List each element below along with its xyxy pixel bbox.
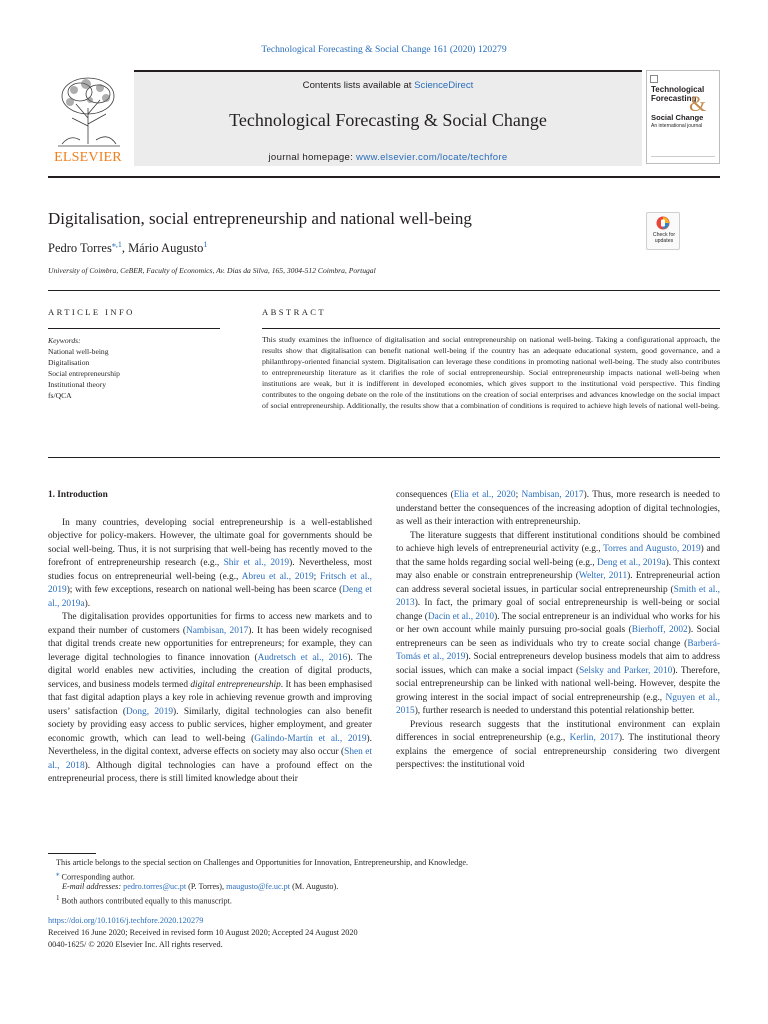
author-list: Pedro Torres$^{⁎,1}$, Mário Augusto$^1$ (48, 240, 208, 256)
article-title: Digitalisation, social entrepreneurship and national well-being (48, 209, 472, 228)
elsevier-logo[interactable] (48, 70, 128, 166)
text-run: ). The institutional theory explains the emergence of social entrepreneurship considering two divergent perspectives: the institutional void (396, 733, 721, 770)
citation-link[interactable]: Nguyen et al., 2015 (396, 692, 720, 716)
email-label: E-mail addresses: (62, 882, 124, 891)
keyword: National well-being (48, 347, 109, 356)
sciencedirect-link[interactable]: ScienceDirect (414, 80, 474, 91)
author-1-marks[interactable]: ⁎,1 (111, 240, 122, 249)
keyword: Digitalisation (48, 358, 90, 367)
citation-link[interactable]: Fritsch et al., 2019 (48, 571, 372, 595)
copyright-notice: 0040-1625/ © 2020 Elsevier Inc. All rights reserved. (48, 940, 223, 949)
citation-link[interactable]: Welter, 2011 (578, 571, 628, 581)
text-run: ). Nevertheless, most studies focus on entrepreneurial well-being (e.g., (48, 558, 372, 582)
citation-link[interactable]: Kerlin, 2017 (569, 733, 619, 743)
paragraph (396, 530, 720, 719)
check-for-updates-label: Check for updates (652, 232, 676, 244)
text-run: ). Thus, more research is needed to understand better the consequences of the increasing adoption of digital technologies, as well as their interaction with entrepreneurship. (396, 490, 720, 527)
keyword: fs/QCA (48, 391, 72, 400)
text-run: The literature suggests that different institutional conditions should be combined to achieve high levels of entrepreneurial activity (e.g., (396, 530, 720, 554)
text-run: ), further research is needed to understand this potential relationship better. (414, 706, 695, 716)
affiliation: University of Coimbra, CeBER, Faculty of Economics, Av. Dias da Silva, 165, 3004-512 Coimbra, Portugal (48, 266, 376, 275)
keyword: Social entrepreneurship (48, 369, 120, 378)
text-run: ). This context may also enable or constrain entrepreneurship ( (396, 557, 720, 581)
text-run: ). Entrepreneurial action can address several societal issues, in particular social entrepreneurship ( (396, 571, 720, 595)
abstract-rule (262, 328, 720, 329)
footnote-corresponding: ⁎ Corresponding author. (56, 870, 135, 882)
text-run: ) and that the same holds regarding social well-being (e.g., (396, 544, 720, 568)
cover-rule (651, 156, 715, 157)
citation-link[interactable]: Deng et al., 2019a (48, 585, 372, 609)
text-run: ). It has been widely recognised that digital trends create new opportunities for entrepreneurs; for example, they can leverage digital technologies to finance innovation ( (48, 625, 372, 663)
text-run: ). Social entrepreneurs develop business models that aim to address social issues, which can make a social impact ( (396, 652, 720, 676)
citation-link[interactable]: Barberá-Tomás et al., 2019 (396, 638, 720, 662)
text-run: ). Therefore, social entrepreneurship can be linked with national well-being. However, despite the growing interest in the social impact of social entrepreneurship (e.g., (396, 665, 720, 703)
author-2-marks[interactable]: 1 (203, 240, 208, 249)
text-run: consequences ( (396, 490, 454, 500)
citation-link[interactable]: Smith et al., 2013 (396, 584, 720, 608)
body-column-left (48, 489, 372, 787)
doi-link[interactable]: https://doi.org/10.1016/j.techfore.2020.120279 (48, 916, 204, 925)
body-divider (48, 457, 720, 458)
check-for-updates-button[interactable] (646, 212, 680, 250)
text-run: ). Social entrepreneurs can be seen as individuals who try to create social change ( (396, 625, 720, 649)
citation-link[interactable]: Dong, 2019 (125, 706, 174, 717)
author-augusto[interactable]: Mário Augusto (128, 241, 204, 256)
abstract-text: This study examines the influence of digitalisation and social entrepreneurship on national well-being. Taking a configurational approach, the results show that digitalisation can benefit national well-being if the country has an adequate educational system, good governance, and a philanthropy-oriented financial system. Digitalisation can leverage these conditions in promoting national well-being. The study also contributes to entrepreneurship literature as it clarifies the role of social entrepreneurship. Social entrepreneurship impacts national well-being when institutions are weak, but it is indifferent in developed economies, which gives support to the institutional void perspective. This finding contributes to the ongoing debate on the role of the institutions on the creation of social enterprises and advances knowledge on the social impact of social entrepreneurship. Additionally, the results show that a combination of conditions is required to achieve high levels of national well-being. (262, 335, 720, 410)
citation-link[interactable]: Shir et al., 2019 (223, 558, 290, 568)
emphasis: digital entrepreneurship (190, 679, 281, 690)
text-run: . It has been emphasised that fast digital adaption plays a key role in achieving revenue growth and improving users’ satisfaction ( (48, 679, 372, 717)
citation-link[interactable]: Abreu et al., 2019 (241, 571, 314, 582)
received-dates: Received 16 June 2020; Received in revised form 10 August 2020; Accepted 24 August 2020 (48, 928, 358, 937)
text-run: In many countries, developing social entrepreneurship is a well-established objective for policy-makers. However, the ultimate goal for governments should be social well-being. Thus, it is not surprising that well-being has recently moved to the forefront of entrepreneurship research (e.g., (48, 517, 372, 568)
paragraph (396, 719, 720, 773)
footnote-equal-contribution: 1 Both authors contributed equally to this manuscript. (56, 894, 232, 906)
elsevier-wordmark: ELSEVIER (54, 150, 122, 165)
cover-title-2: Social Change (651, 113, 704, 122)
text-run: ; (515, 490, 522, 500)
keyword: Institutional theory (48, 380, 106, 389)
text-run: ). In fact, the primary goal of social entrepreneurship is well-being or social change ( (396, 598, 720, 622)
text-run: ). The digital world enables new activities, including the creation of digital products, services, and business models termed (48, 652, 372, 690)
citation-link[interactable]: Torres and Augusto, 2019 (603, 544, 701, 554)
abstract-heading: ABSTRACT (262, 307, 327, 317)
article-info-rule (48, 328, 220, 329)
text-run: ). Similarly, digital technologies can also benefit society by providing easy access to public services, higher employment, and greater economic growth, which can lead to well-being ( (48, 706, 372, 744)
citation-link[interactable]: Audretsch et al., 2016 (257, 652, 348, 663)
footnote-emails: E-mail addresses: pedro.torres@uc.pt (P. Torres), maugusto@fe.uc.pt (M. Augusto). (62, 882, 339, 891)
body-column-right (396, 489, 720, 773)
citation-link[interactable]: Nambisan, 2017 (186, 625, 249, 636)
text-run: ). Nevertheless, in the digital context, adverse effects on society may also occur ( (48, 733, 372, 757)
article-info-heading: ARTICLE INFO (48, 307, 135, 317)
info-divider (48, 290, 720, 291)
citation-link[interactable]: Nambisan, 2017 (521, 490, 584, 500)
text-run: ). Although digital technologies can have a profound effect on the entrepreneurial process, there is still limited knowledge about their (48, 760, 372, 784)
paragraph (396, 489, 720, 530)
check-for-updates-icon (656, 216, 670, 230)
section-heading: 1. Introduction (48, 490, 108, 500)
cover-corner-mark (650, 75, 658, 83)
cover-subtitle: An international journal (651, 123, 703, 129)
footnote-rule (48, 853, 96, 854)
keywords-label: Keywords: (48, 336, 81, 345)
email-link-torres[interactable]: pedro.torres@uc.pt (123, 882, 187, 891)
paragraph (48, 611, 372, 787)
journal-citation-link[interactable]: Technological Forecasting & Social Change 161 (2020) 120279 (261, 44, 507, 55)
contents-line (134, 80, 642, 91)
email-link-augusto[interactable]: maugusto@fe.uc.pt (226, 882, 291, 891)
author-torres[interactable]: Pedro Torres (48, 241, 112, 256)
citation-link[interactable]: Galindo-Martín et al., 2019 (254, 733, 367, 744)
journal-banner (134, 70, 642, 166)
citation-link[interactable]: Shen et al., 2018 (48, 747, 372, 771)
citation-link[interactable]: Elia et al., 2020 (453, 490, 516, 500)
homepage-link[interactable]: www.elsevier.com/locate/techfore (356, 152, 508, 163)
journal-name[interactable]: Technological Forecasting & Social Change (229, 110, 547, 130)
homepage-prefix: journal homepage: (268, 152, 357, 163)
header-divider (48, 176, 720, 178)
text-run: ); with few exceptions, research on national well-being has been scarce ( (66, 585, 343, 595)
text-run: Previous research suggests that the institutional environment can explain differences in social entrepreneurship (e.g., (396, 719, 720, 743)
cover-title: Technological Forecasting (651, 85, 705, 103)
journal-header (48, 68, 720, 168)
corresponding-mark: ⁎ (56, 870, 60, 878)
text-run: ; (313, 571, 321, 582)
contents-prefix: Contents lists available at (302, 80, 415, 91)
keywords-block (48, 335, 120, 401)
citation-link[interactable]: Selsky and Parker, 2010 (579, 665, 673, 676)
homepage-line (134, 152, 642, 163)
text-run: The digitalisation provides opportunities for firms to access new markets and to expand their number of customers ( (48, 612, 372, 636)
text-run: ). The social entrepreneur is an individual who works for his or her own account while mainly pursuing pro-social goals ( (396, 611, 721, 635)
equal-mark: 1 (56, 894, 60, 902)
cover-ampersand: & (689, 91, 707, 116)
paragraph (48, 517, 372, 612)
journal-cover-thumbnail[interactable] (646, 70, 720, 164)
footnote-special-section: This article belongs to the special section on Challenges and Opportunities for Innovation, Entrepreneurship, and Knowledge. (56, 858, 468, 867)
citation-link[interactable]: Dacin et al., 2010 (427, 611, 495, 622)
text-run: ). (84, 598, 91, 609)
citation-link[interactable]: Deng et al., 2019a (597, 557, 666, 568)
citation-link[interactable]: Bierhoff, 2002 (631, 625, 688, 635)
elsevier-tree-icon (50, 74, 126, 148)
